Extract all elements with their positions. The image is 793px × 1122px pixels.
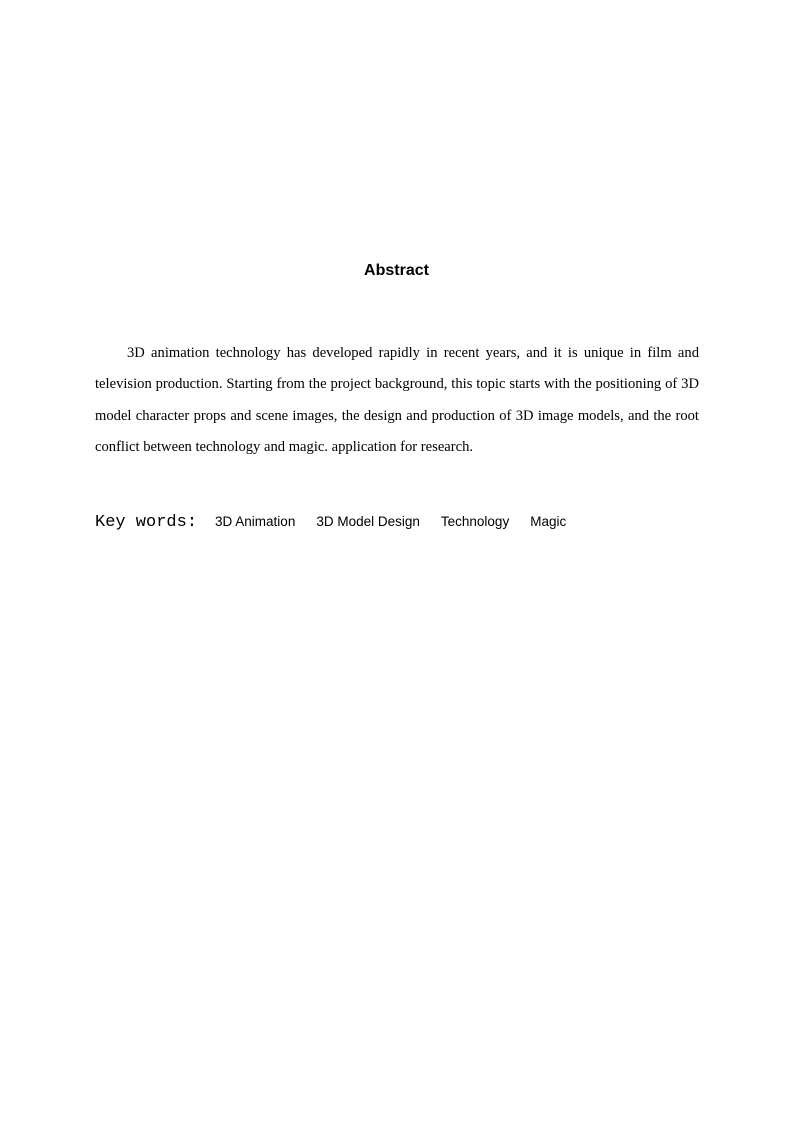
keyword-item: 3D Animation xyxy=(215,514,296,529)
abstract-heading: Abstract xyxy=(364,262,429,279)
keyword-item: Technology xyxy=(440,514,510,529)
abstract-body: 3D animation technology has developed rapidly in recent years, and it is unique in film and television production. Starting from the project background, this topic starts with the positioning of 3D model character props and scene images, the design and production of 3D image models, and the root conflict between technology and magic. application for research. xyxy=(95,345,699,455)
keyword-item: Magic xyxy=(530,514,567,529)
keywords-label: Key words: xyxy=(95,513,198,532)
keyword-item: 3D Model Design xyxy=(316,514,420,529)
keywords-line xyxy=(95,509,699,535)
